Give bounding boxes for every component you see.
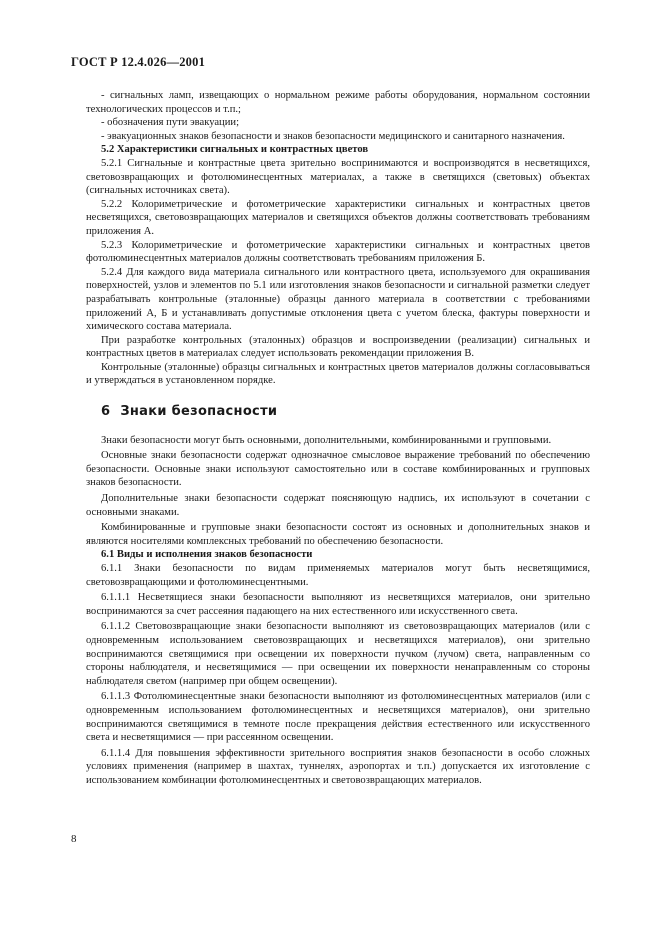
subsection-heading-5-2: 5.2 Характеристики сигнальных и контрастных цветов bbox=[101, 144, 369, 156]
paragraph-5-2-4-reference: При разработке контрольных (эталонных) образцов и воспроизведении (реализации) сигнальных и контрастных цветов в материалах следует использовать рекомендации приложения В. bbox=[86, 334, 590, 360]
paragraph-6-1-1-2: 6.1.1.2 Световозвращающие знаки безопасности выполняют из световозвращающих материалов (или с одновременным использованием световозвращающих и несветящихся материалов), они зрительно воспринимаются светящимися при освещении их поверхности пучком (лучом) света, направленным со стороны наблюдателя, и несветящимися — при освещении их поверхности ненаправленным со стороны наблюдателя светом (например при общем освещении). bbox=[86, 621, 590, 687]
list-item-evacuation-signs: - эвакуационных знаков безопасности и знаков безопасности медицинского и санитарного назначения. bbox=[101, 130, 565, 142]
paragraph-5-2-4: 5.2.4 Для каждого вида материала сигнального или контрастного цвета, используемого для окрашивания поверхностей, узлов и элементов по 5.1 или изготовления знаков безопасности и сигнальной разметки следует разрабатывать контрольные (эталонные) образцы данного материала в соответствии с требованиями приложений А, Б и устанавливать допустимые отклонения цвета с учетом блеска, фактуры поверхности и химического состава материала. bbox=[86, 266, 590, 333]
subsection-heading-6-1: 6.1 Виды и исполнения знаков безопасности bbox=[101, 549, 313, 561]
paragraph-6-combined-signs: Комбинированные и групповые знаки безопасности состоят из основных и дополнительных знаков и являются носителями комплексных требований по обеспечению безопасности. bbox=[86, 522, 590, 547]
paragraph-5-2-2: 5.2.2 Колориметрические и фотометрические характеристики сигнальных и контрастных цветов несветящихся, световозвращающих материалов и светящихся объектов должны соответствовать требованиям приложения А. bbox=[86, 198, 590, 237]
paragraph-6-1-1-3: 6.1.1.3 Фотолюминесцентные знаки безопасности выполняют из фотолюминесцентных материалов (или с одновременным использованием фотолюминесцентных и несветящихся материалов), они зрительно воспринимаются светящимися в темноте после прекращения действия естественного или искусственного света и несветящимися — при рассеянном освещении. bbox=[86, 691, 590, 744]
section-title-6 bbox=[86, 405, 590, 419]
page-number: 8 bbox=[71, 833, 77, 845]
page-header: ГОСТ Р 12.4.026—2001 bbox=[71, 55, 206, 69]
paragraph-5-2-1: 5.2.1 Сигнальные и контрастные цвета зрительно воспринимаются и воспроизводятся в несветящихся, световозвращающих и фотолюминесцентных материалах, а также в светящихся (световых) объектах (сигнальных источниках света). bbox=[86, 157, 590, 197]
paragraph-6-additional-signs: Дополнительные знаки безопасности содержат поясняющую надпись, их используют в сочетании с основными знаками. bbox=[86, 493, 590, 518]
document-body bbox=[86, 89, 590, 788]
section-title-text: Знаки безопасности bbox=[120, 404, 278, 420]
paragraph-6-1-1-4: 6.1.1.4 Для повышения эффективности зрительного восприятия знаков безопасности в особо сложных условиях применения (например в шахтах, туннелях, аэропортах и т.п.) допускается их изготовление с использованием комбинации фотолюминесцентных и световозвращающих материалов. bbox=[86, 747, 590, 786]
paragraph-6-basic-signs: Основные знаки безопасности содержат однозначное смысловое выражение требований по обеспечению безопасности. Основные знаки используют самостоятельно или в составе комбинированных и групповых знаков безопасности. bbox=[86, 450, 590, 489]
paragraph-5-2-4-approval: Контрольные (эталонные) образцы сигнальных и контрастных цветов материалов должны согласовываться и утверждаться в установленном порядке. bbox=[86, 361, 590, 387]
paragraph-5-2-3: 5.2.3 Колориметрические и фотометрические характеристики сигнальных и контрастных цветов фотолюминесцентных материалов должны соответствовать требованиям приложения Б. bbox=[86, 239, 590, 265]
paragraph-6-1-1-1: 6.1.1.1 Несветящиеся знаки безопасности выполняют из несветящихся материалов, они зрительно воспринимаются за счет рассеяния падающего на них естественного или искусственного света. bbox=[86, 592, 590, 617]
paragraph-6-1-1: 6.1.1 Знаки безопасности по видам применяемых материалов могут быть несветящимися, световозвращающими и фотолюминесцентными. bbox=[86, 563, 590, 588]
section-number: 6 bbox=[101, 404, 111, 420]
list-item-signal-lamps: - сигнальных ламп, извещающих о нормальном режиме работы оборудования, нормальном состоянии технологических процессов и т.п.; bbox=[86, 90, 590, 115]
list-item-evacuation-path: - обозначения пути эвакуации; bbox=[101, 117, 240, 129]
paragraph-6-types: Знаки безопасности могут быть основными, дополнительными, комбинированными и групповыми. bbox=[101, 434, 552, 446]
